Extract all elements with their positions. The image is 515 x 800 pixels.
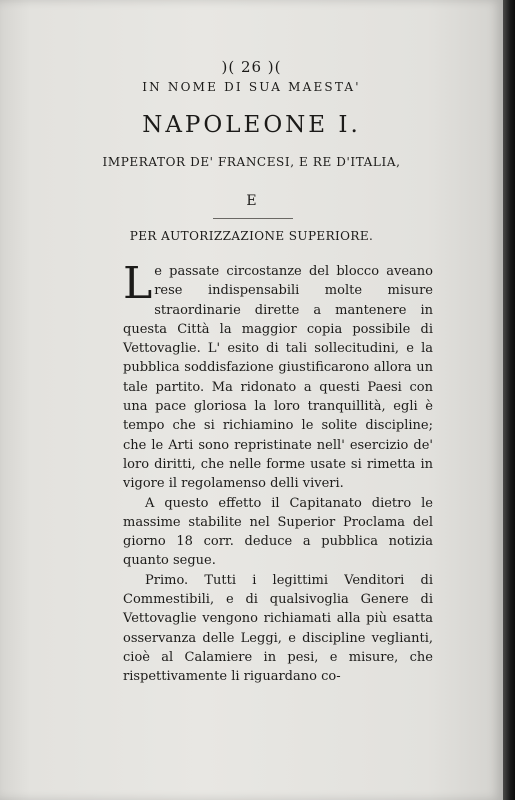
heading-line-5: PER AUTORIZZAZIONE SUPERIORE.	[129, 229, 374, 243]
paragraph-2: A questo effetto il Capitanato dietro le massime stabilite nel Superior Proclama del giorno 18 corr. deduce a pubblica notizia quanto segue.	[123, 495, 433, 569]
heading-title: NAPOLEONE I.	[142, 112, 361, 138]
body-text	[123, 258, 433, 687]
heading-line-4: E	[246, 193, 257, 209]
page-edge	[503, 0, 515, 800]
paragraph-1-text: e passate circostanze del blocco aveano rese indispensabili molte misure straordinarie dirette a mantenere in questa Città la maggior copia possibile di Vettovaglie. L' esito di tali sollecitudini, e la pubblica soddisfazione giustificarono allora un tale partito. Ma ridonato a questi Paesi con una pace gloriosa la loro tranquillità, egli è tempo che si richiamino le solite discipline; che le Arti sono repristinate nell' esercizio de' loro diritti, che nelle forme usate si rimetta in vigore il regolamenso delli viveri.	[123, 264, 433, 492]
page-number: )( 26 )(	[221, 58, 282, 76]
heading-rule	[213, 218, 293, 219]
paragraph-3: Primo. Tutti i legittimi Venditori di Commestibili, e di qualsivoglia Genere di Vettovaglie vengono richiamati alla più esatta osservanza delle Leggi, e discipline veglianti, cioè al Calamiere in pesi, e misure, che rispettivamente li riguardano co-	[123, 572, 433, 685]
heading-line-1: IN NOME DI SUA MAESTA'	[142, 80, 361, 94]
drop-cap: L	[123, 258, 153, 309]
paragraph-1	[123, 258, 433, 494]
heading-line-3: IMPERATOR DE' FRANCESI, E RE D'ITALIA,	[102, 155, 401, 169]
